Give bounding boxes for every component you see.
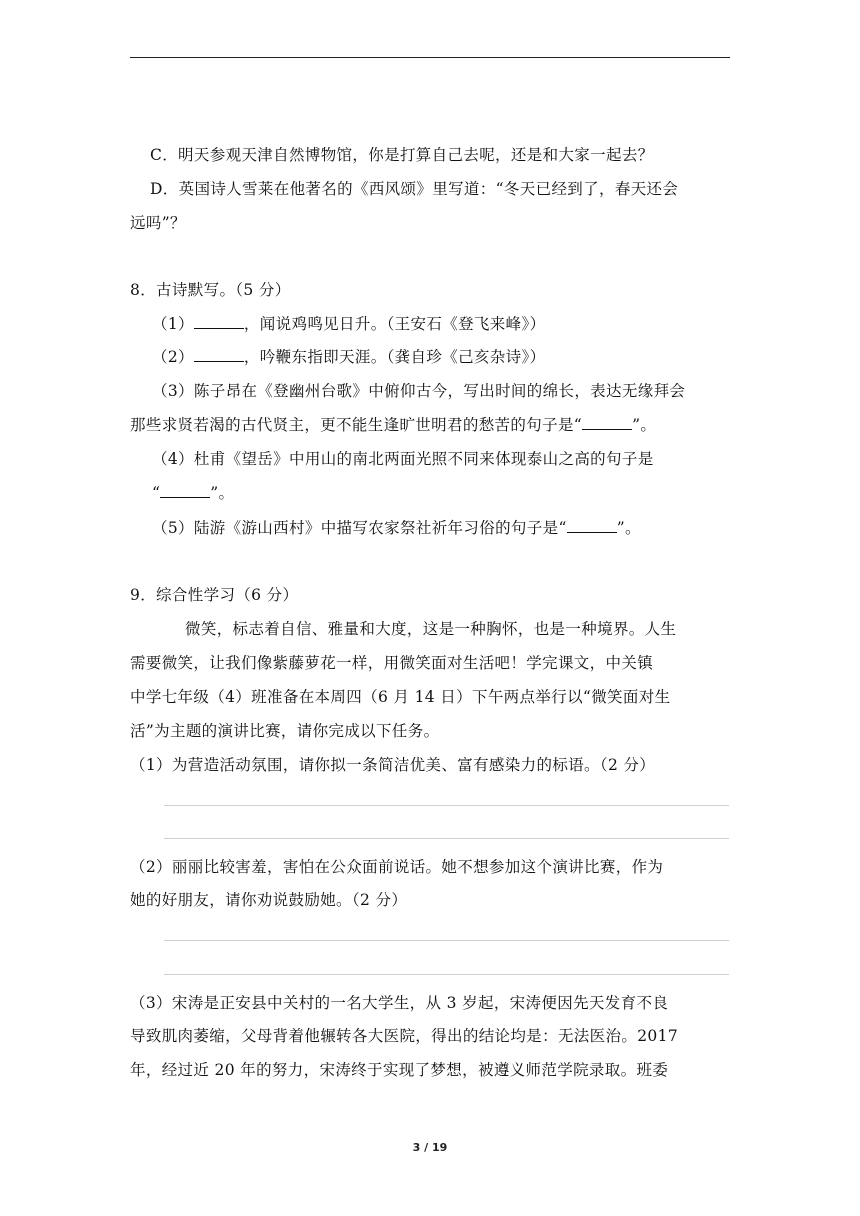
q9-subquestion-3-line2: 导致肌肉萎缩，父母背着他辗转各大医院，得出的结论均是：无法医治。2017 (130, 1027, 679, 1045)
q8-item-4-line2: “ ”。 (152, 484, 235, 502)
q9-subquestion-3-line3: 年，经过近 20 年的努力，宋涛终于实现了梦想，被遵义师范学院录取。班委 (130, 1061, 669, 1079)
answer-line (164, 838, 729, 839)
q8-item-3-line2: 那些求贤若渴的古代贤主，更不能生逢旷世明君的愁苦的句子是“ ”。 (130, 416, 657, 434)
q9-paragraph-line1: 微笑，标志着自信、雅量和大度，这是一种胸怀，也是一种境界。人生 (185, 620, 677, 638)
answer-line (164, 974, 729, 975)
q9-subquestion-2-line1: （2）丽丽比较害羞，害怕在公众面前说话。她不想参加这个演讲比赛，作为 (130, 858, 664, 876)
q9-subquestion-3-line1: （3）宋涛是正安县中关村的一名大学生，从 3 岁起，宋涛便因先天发育不良 (130, 994, 669, 1012)
header-rule (130, 57, 730, 58)
fill-blank (194, 314, 244, 329)
q8-item-3-line1: （3）陈子昂在《登幽州台歌》中俯仰古今，写出时间的绵长，表达无缘拜会 (152, 382, 686, 400)
answer-line (164, 805, 729, 806)
q7-option-c: C．明天参观天津自然博物馆，你是打算自己去呢，还是和大家一起去？ (150, 146, 654, 164)
q9-paragraph-line2: 需要微笑，让我们像紫藤萝花一样，用微笑面对生活吧！学完课文，中关镇 (130, 654, 654, 672)
q8-item-5: （5）陆游《游山西村》中描写农家祭社祈年习俗的句子是“ ”。 (152, 519, 641, 537)
q7-option-d-line1: D．英国诗人雪莱在他著名的《西风颂》里写道：“冬天已经到了，春天还会 (150, 180, 679, 198)
q9-subquestion-2-line2: 她的好朋友，请你劝说鼓励她。（2 分） (130, 891, 408, 909)
q9-title: 9．综合性学习（6 分） (130, 586, 299, 604)
fill-blank (582, 415, 632, 430)
q9-paragraph-line3: 中学七年级（4）班准备在本周四（6 月 14 日）下午两点举行以“微笑面对生 (130, 688, 671, 706)
fill-blank (567, 518, 617, 533)
answer-line (164, 940, 729, 941)
page-number: 3 / 19 (412, 1141, 448, 1154)
q9-subquestion-1: （1）为营造活动氛围，请你拟一条简洁优美、富有感染力的标语。（2 分） (130, 756, 656, 774)
q9-paragraph-line4: 活”为主题的演讲比赛，请你完成以下任务。 (130, 722, 440, 740)
q8-item-1: （1） ，闻说鸡鸣见日升。（王安石《登飞来峰》） (152, 315, 546, 333)
q8-title: 8．古诗默写。（5 分） (130, 281, 291, 299)
q8-item-4-line1: （4）杜甫《望岳》中用山的南北两面光照不同来体现泰山之高的句子是 (152, 450, 654, 468)
q7-option-d-line2: 远吗”？ (130, 214, 186, 232)
fill-blank (160, 483, 210, 498)
q8-item-2: （2） ，吟鞭东指即天涯。（龚自珍《己亥杂诗》） (152, 348, 546, 366)
fill-blank (194, 347, 244, 362)
